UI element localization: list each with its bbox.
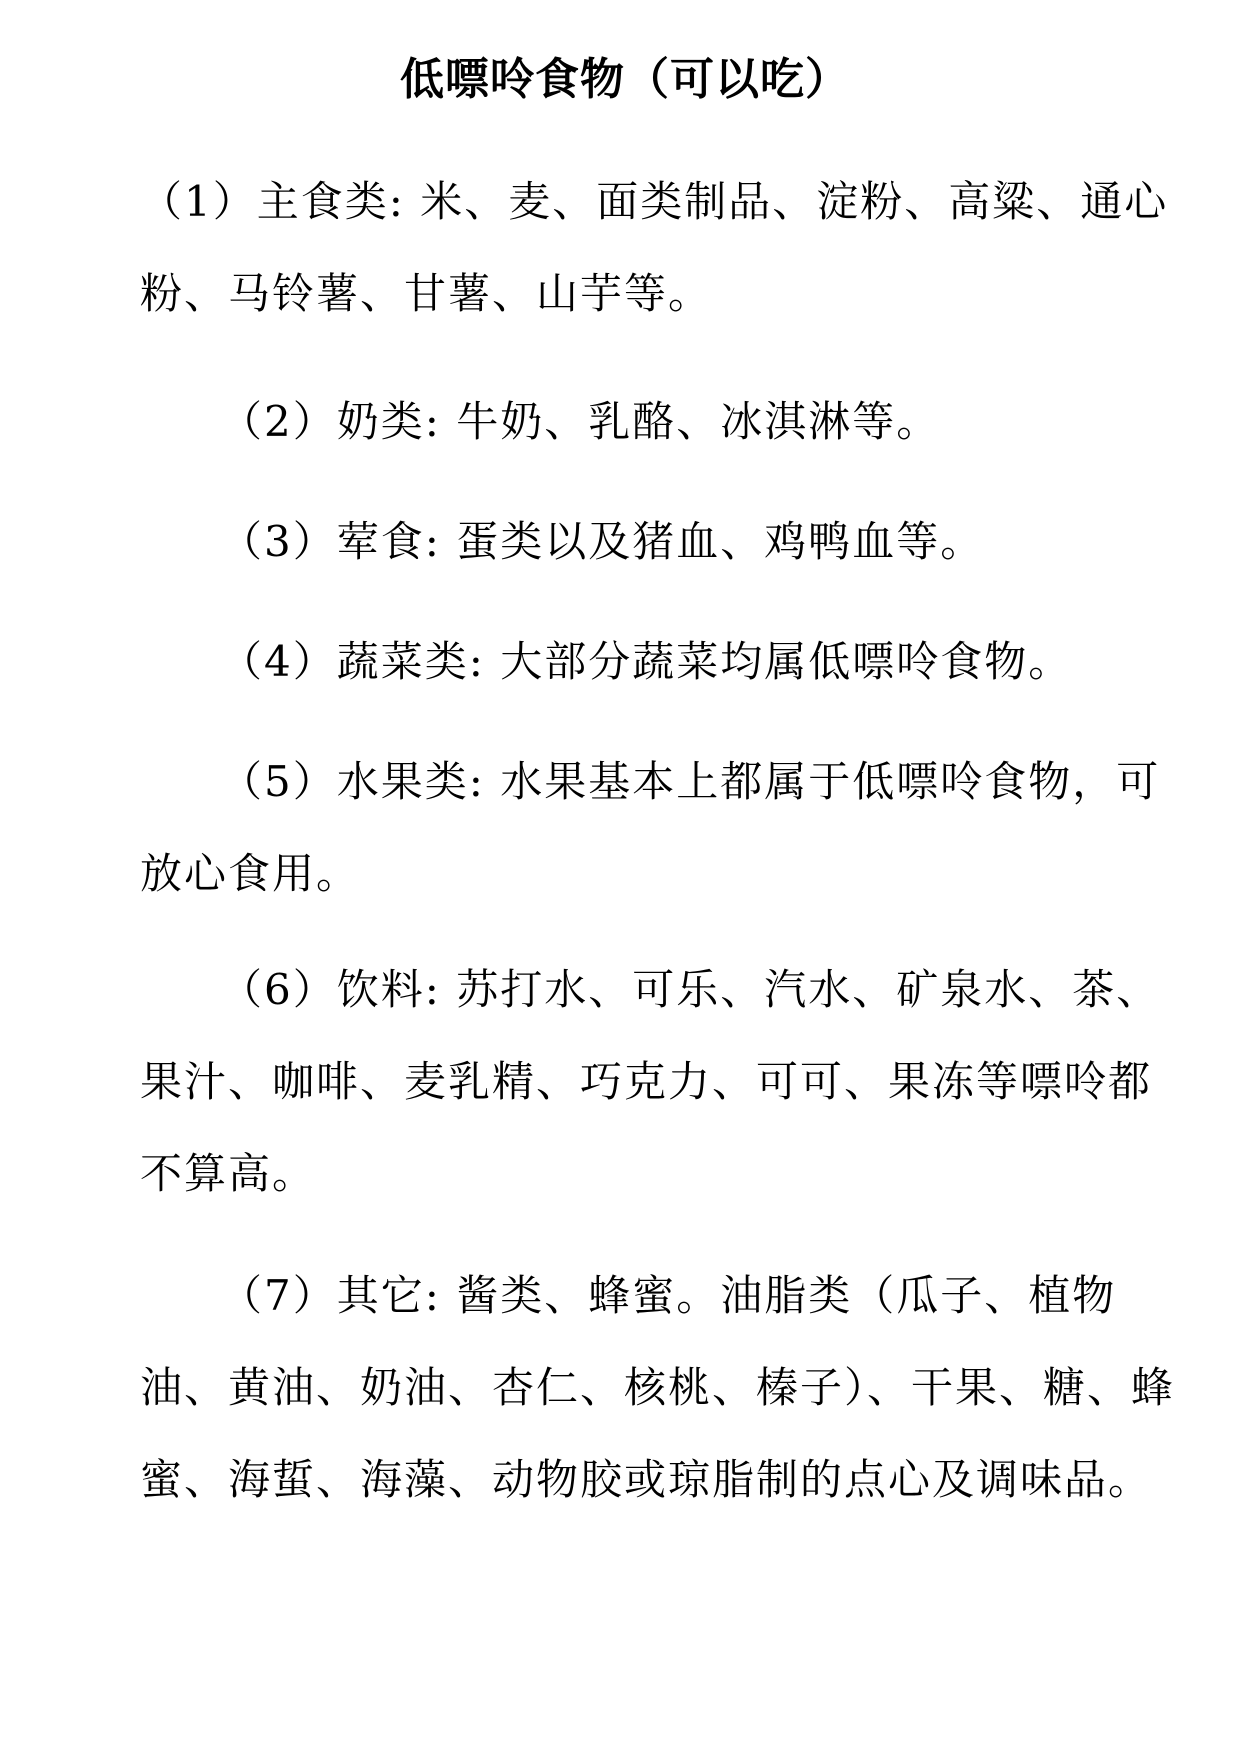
paragraph-fruits: （5）水果类: 水果基本上都属于低嘌呤食物，可放心食用。: [140, 757, 1161, 898]
paragraph-meat: （3）荤食: 蛋类以及猪血、鸡鸭血等。: [220, 517, 985, 566]
paragraph-others: （7）其它: 酱类、蜂蜜。油脂类（瓜子、植物油、黄油、奶油、杏仁、核桃、榛子）、干果、糖、蜂蜜、海蜇、海藻、动物胶或琼脂制的点心及调味品。: [140, 1271, 1176, 1504]
paragraph-dairy: （2）奶类: 牛奶、乳酪、冰淇淋等。: [220, 397, 941, 446]
paragraph-beverages: （6）饮料: 苏打水、可乐、汽水、矿泉水、茶、果汁、咖啡、麦乳精、巧克力、可可、果冻等嘌呤都不算高。: [140, 965, 1161, 1198]
paragraph-staple-foods: （1）主食类: 米、麦、面类制品、淀粉、高粱、通心粉、马铃薯、甘薯、山芋等。: [140, 177, 1169, 318]
paragraph-vegetables: （4）蔬菜类: 大部分蔬菜均属低嘌呤食物。: [220, 637, 1073, 686]
document-title: 低嘌呤食物（可以吃）: [400, 54, 850, 105]
